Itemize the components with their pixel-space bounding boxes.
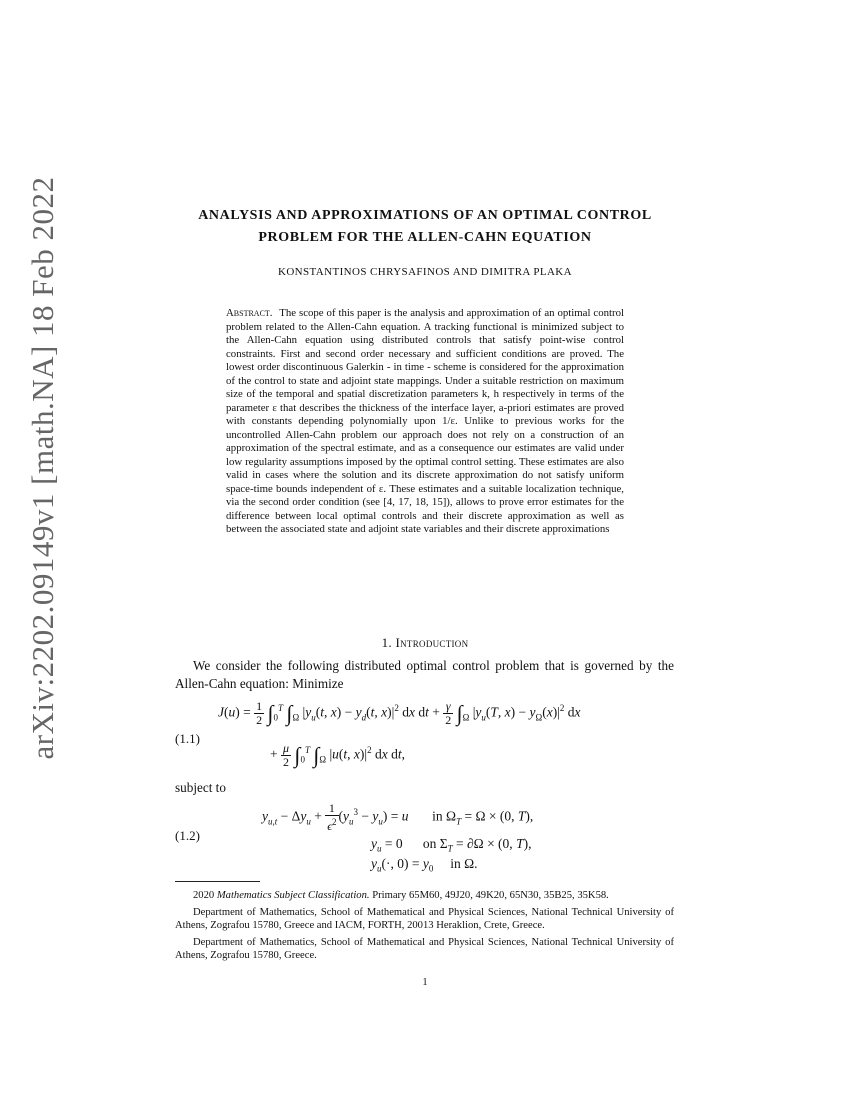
equation-number-1-2: (1.2) bbox=[175, 828, 200, 843]
section-number: 1. bbox=[381, 635, 392, 650]
arxiv-identifier: arXiv:2202.09149v1 [math.NA] 18 Feb 2022 bbox=[25, 175, 60, 760]
equation-1-2-line-1: $y_{u,t} - \Delta y_u$ + $\frac{1}{\epsilon^2}$ $(y_u^3 - y_u) = u$ in $\Omega_T = \Omega \times (0$, T), bbox=[262, 801, 534, 833]
footnote-affiliation-1: Department of Mathematics, School of Mathematical and Physical Sciences, National Technical University of Athens, Zografou 15780, Greece and IACM, FORTH, 20013 Heraklion, Crete, Greece. bbox=[175, 907, 674, 931]
paper-authors: KONSTANTINOS CHRYSAFINOS AND DIMITRA PLAKA bbox=[277, 266, 572, 278]
footnote-affiliation-2: Department of Mathematics, School of Mathematical and Physical Sciences, National Technical University of Athens, Zografou 15780, Greece. bbox=[175, 937, 674, 961]
equation-number-1-1: (1.1) bbox=[175, 731, 200, 746]
equation-1-1-line-1: J(u) = $\frac{1}{2}$ $\int_0^T$ $\int_\Omega$ $|y_u(t$, $x) - y_d(t$, $x)|^2$ dx dt + $\frac{\gamma}{2}$ $\int_\Omega$ $|y_u(T$, $x) - y_\Omega(x)|^2$ dx bbox=[218, 699, 581, 727]
footnote-msc: 2020 Mathematics Subject Classification. Primary 65M60, 49J20, 49K20, 65N30, 35B25, 35K58. bbox=[193, 890, 609, 901]
intro-paragraph: We consider the following distributed optimal control problem that is governed by the Allen-Cahn equation: Minimize bbox=[175, 658, 674, 691]
footnotes bbox=[175, 889, 674, 966]
abstract-label: Abstract. bbox=[226, 307, 273, 319]
footnote-rule bbox=[175, 881, 260, 882]
equation-1-2-line-2: $y_u = 0$ on $\Sigma_T = \partial\Omega \times (0$, T), bbox=[371, 836, 532, 854]
equation-1-1-line-2: + $\frac{\mu}{2}$ $\int_0^T$ $\int_\Omega$ |u(t, $x)|^2$ dx dt, bbox=[270, 741, 405, 769]
section-title: Introduction bbox=[395, 635, 469, 650]
equation-1-2-line-3: $y_u(\cdot$, $0) = y_0$ in Ω. bbox=[371, 856, 478, 874]
arxiv-side-stamp bbox=[22, 175, 64, 760]
abstract bbox=[226, 307, 624, 537]
subject-to-text: subject to bbox=[175, 780, 226, 795]
abstract-text: The scope of this paper is the analysis and approximation of an optimal control problem related to the Allen-Cahn equation. A tracking functional is minimized subject to the Allen-Cahn equation using distributed controls that satisfy point-wise control constraints. First and second order necessary and sufficient conditions are proved. The lowest order discontinuous Galerkin - in time - scheme is considered for the approximation of the control to state and adjoint state mappings. Under a suitable restriction on maximum size of the temporal and spatial discretization parameters k, h respectively in terms of the parameter ε that describes the thickness of the interface layer, a-priori estimates are proved with constants depending polynomially upon 1/ε. Unlike to previous works for the uncontrolled Allen-Cahn problem our approach does not rely on a construction of an approximation of the spectral estimate, and as a consequence our estimates are valid under low regularity assumptions imposed by the optimal control setting. These estimates are also valid in cases where the solution and its discrete approximation do not satisfy uniform space-time bounds independent of ε. These estimates and a suitable localization technique, via the second order condition (see [4, 17, 18, 15]), allows to prove error estimates for the difference between local optimal controls and their discrete approximation as well as between the associated state and adjoint state variables and their discrete approximations bbox=[226, 307, 625, 535]
section-heading bbox=[175, 635, 675, 651]
page-number: 1 bbox=[422, 977, 428, 988]
paper-title: ANALYSIS AND APPROXIMATIONS OF AN OPTIMAL CONTROL PROBLEM FOR THE ALLEN-CAHN EQUATION bbox=[198, 208, 652, 245]
